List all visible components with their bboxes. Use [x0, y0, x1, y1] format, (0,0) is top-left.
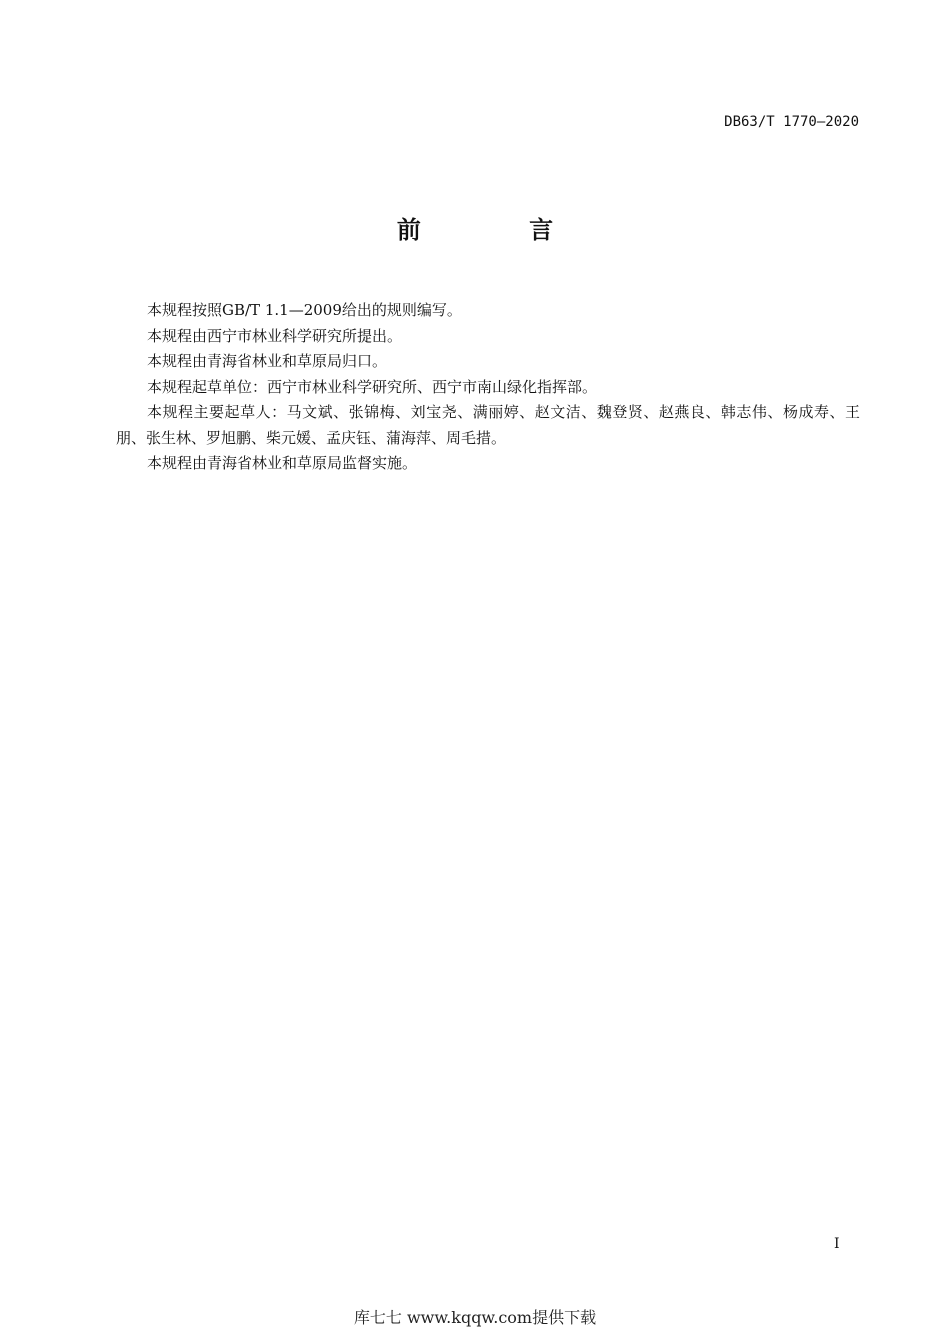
- download-watermark: 库七七 www.kqqw.com提供下载: [353, 1308, 597, 1327]
- page-number: I: [834, 1236, 840, 1252]
- page-title: 前 言: [396, 216, 604, 244]
- paragraph-supervision: 本规程由青海省林业和草原局监督实施。: [147, 454, 418, 472]
- foreword-body: [116, 298, 860, 477]
- standard-code: DB63/T 1770—2020: [724, 114, 859, 130]
- paragraph-drafters: 本规程主要起草人：马文斌、张锦梅、刘宝尧、满丽婷、赵文洁、魏登贤、赵燕良、韩志伟、杨成寿、王朋、张生林、罗旭鹏、柴元媛、孟庆钰、蒲海萍、周毛措。: [116, 403, 860, 447]
- paragraph-proposer: 本规程由西宁市林业科学研究所提出。: [147, 326, 403, 345]
- paragraph-centralized-unit: 本规程由青海省林业和草原局归口。: [147, 352, 388, 370]
- paragraph-drafting-rules: 本规程按照GB/T 1.1—2009给出的规则编写。: [147, 301, 462, 319]
- paragraph-drafting-units: 本规程起草单位：西宁市林业科学研究所、西宁市南山绿化指挥部。: [147, 377, 598, 396]
